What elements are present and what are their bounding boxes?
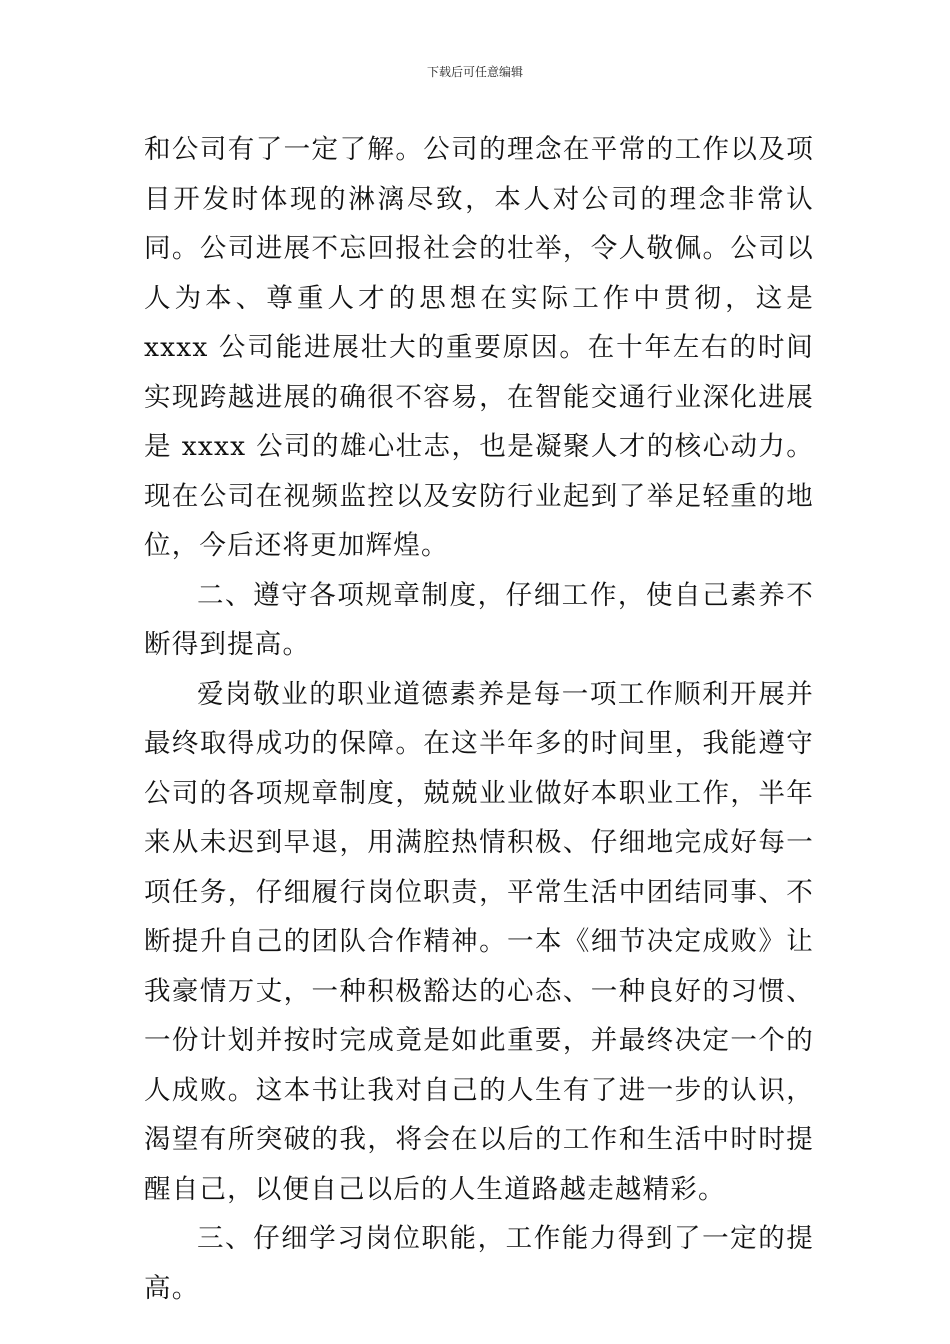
- section-heading-job-skills: 三、仔细学习岗位职能，工作能力得到了一定的提高。: [144, 1223, 814, 1304]
- document-body: [144, 125, 814, 1313]
- section-heading-rules: 二、遵守各项规章制度，仔细工作，使自己素养不断得到提高。: [144, 579, 814, 660]
- page-header: 下载后可任意编辑: [426, 65, 523, 79]
- paragraph-company-understanding: 和公司有了一定了解。公司的理念在平常的工作以及项目开发时体现的淋漓尽致，本人对公司的理念非常认同。公司进展不忘回报社会的壮举，令人敬佩。公司以人为本、尊重人才的思想在实际工作中贯彻，这是 xxxx 公司能进展壮大的重要原因。在十年左右的时间实现跨越进展的确很不容易，在智能交通行业深化进展是 xxxx 公司的雄心壮志，也是凝聚人才的核心动力。现在公司在视频监控以及安防行业起到了举足轻重的地位，今后还将更加辉煌。: [144, 134, 814, 561]
- paragraph-professional-ethics: 爱岗敬业的职业道德素养是每一项工作顺利开展并最终取得成功的保障。在这半年多的时间里，我能遵守公司的各项规章制度，兢兢业业做好本职业工作，半年来从未迟到早退，用满腔热情积极、仔细地完成好每一项任务，仔细履行岗位职责，平常生活中团结同事、不断提升自己的团队合作精神。一本《细节决定成败》让我豪情万丈，一种积极豁达的心态、一种良好的习惯、一份计划并按时完成竟是如此重要，并最终决定一个的人成败。这本书让我对自己的人生有了进一步的认识，渴望有所突破的我，将会在以后的工作和生活中时时提醒自己，以便自己以后的人生道路越走越精彩。: [144, 678, 814, 1205]
